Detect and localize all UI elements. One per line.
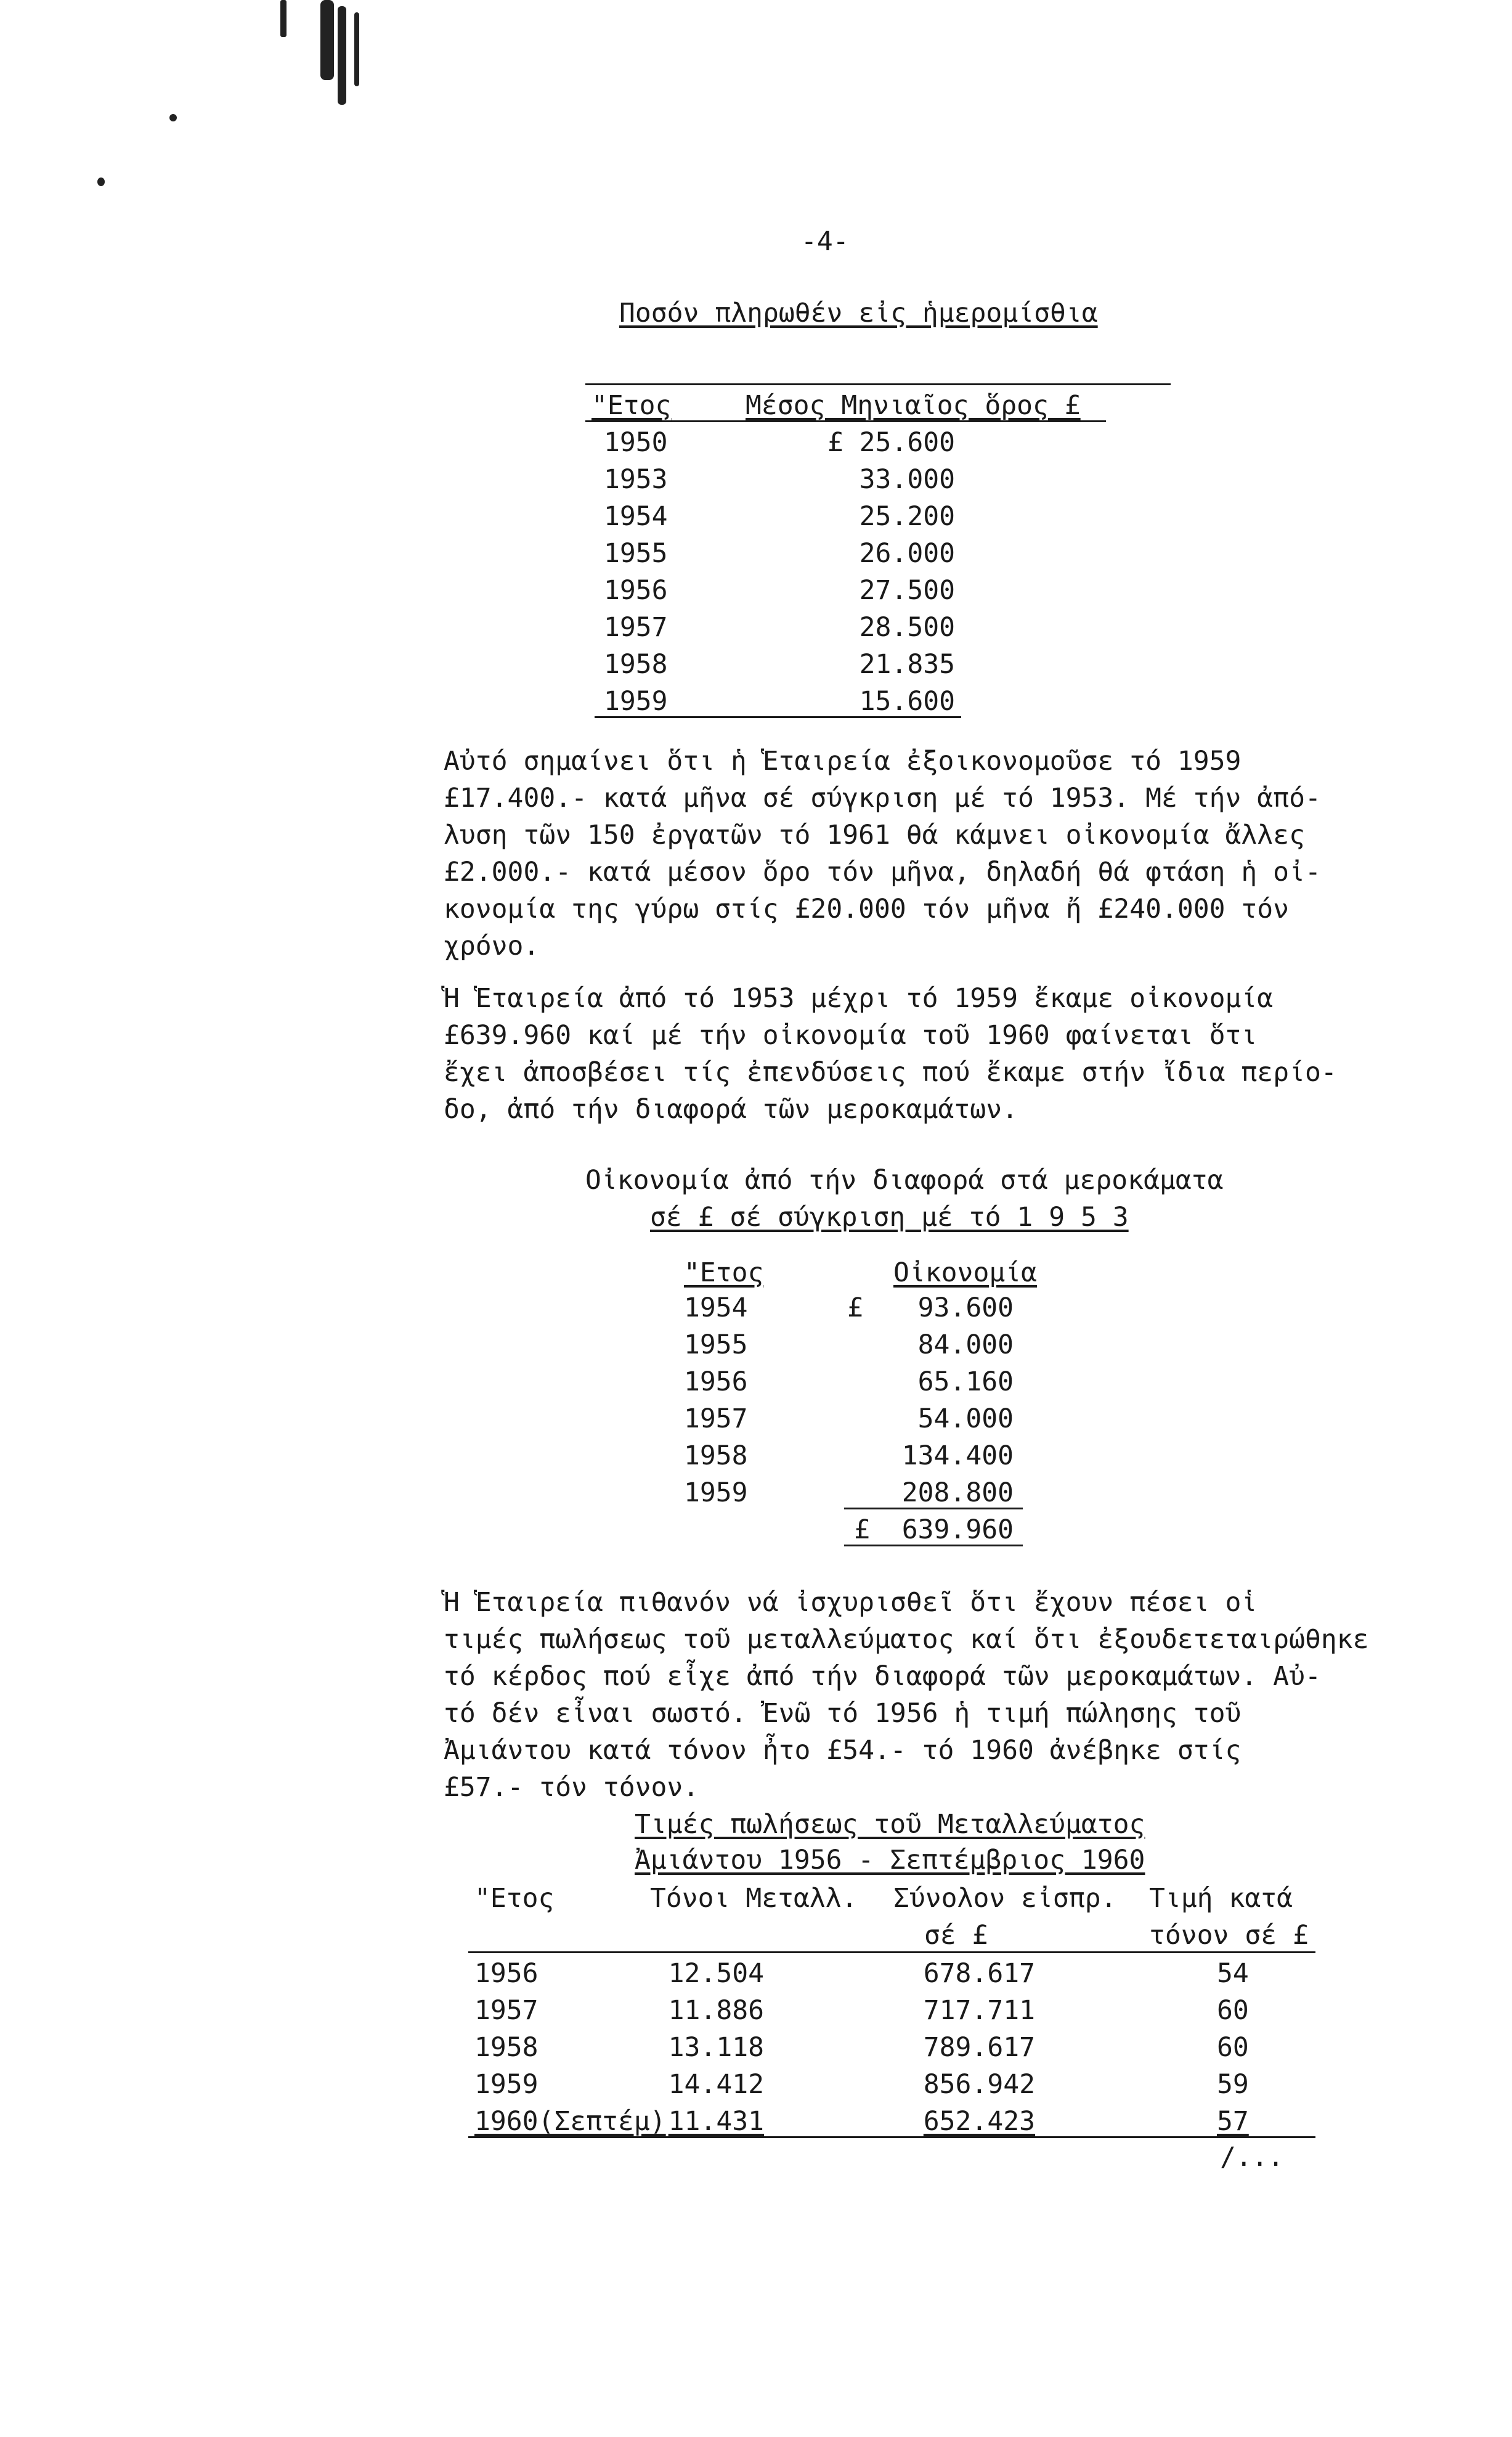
table1-col-average: Μέσος Μηνιαῖος ὅρος £: [746, 390, 1081, 421]
table2-value: 84.000: [917, 1329, 1014, 1360]
paragraph3-line: £57.- τόν τόνον.: [444, 1772, 699, 1803]
scan-mark: [97, 178, 105, 186]
table2-value: 93.600: [917, 1292, 1014, 1323]
table1-value: 25.200: [859, 501, 955, 532]
paragraph2-line: £639.960 καί μέ τήν οἰκονομία τοῦ 1960 φαίνεται ὅτι: [444, 1020, 1258, 1051]
table3-price: 60: [1217, 2032, 1249, 2063]
continuation-mark: /...: [1220, 2142, 1284, 2173]
table3-year: 1959: [474, 2069, 539, 2100]
table3-price: 60: [1217, 1995, 1249, 2026]
table2-total: £ 639.960: [854, 1514, 1014, 1545]
table2-year: 1955: [684, 1329, 748, 1360]
table3-col-price: Τιμή κατά: [1149, 1883, 1293, 1914]
table1-year: 1957: [604, 612, 668, 643]
table1-top-rule: [585, 383, 1171, 385]
table2-year: 1954: [684, 1292, 748, 1323]
table1-value: £ 25.600: [827, 427, 955, 458]
section3-subtitle: Ἀμιάντου 1956 - Σεπτέμβριος 1960: [635, 1845, 1145, 1876]
table3-year: 1956: [474, 1958, 539, 1989]
table3-col-total: Σύνολον εἰσπρ.: [893, 1883, 1117, 1914]
table2-value: 54.000: [917, 1403, 1014, 1434]
table3-price: 59: [1217, 2069, 1249, 2100]
table3-header-rule: [468, 1951, 1315, 1953]
table3-price: 54: [1217, 1958, 1249, 1989]
table3-total: 717.711: [923, 1995, 1035, 2026]
paragraph3-line: Ἀμιάντου κατά τόνον ἦτο £54.- τό 1960 ἀνέβηκε στίς: [444, 1735, 1242, 1766]
table3-price: 57: [1217, 2106, 1249, 2137]
table1-value: 15.600: [859, 686, 955, 717]
paragraph3-line: τό κέρδος πού εἶχε ἀπό τήν διαφορά τῶν μεροκαμάτων. Αὐ-: [444, 1661, 1321, 1692]
table2-year: 1956: [684, 1366, 748, 1397]
scan-mark: [320, 0, 334, 80]
table1-year: 1956: [604, 575, 668, 606]
table3-tons: 11.886: [668, 1995, 764, 2026]
paragraph1-line: £2.000.- κατά μέσον ὅρο τόν μῆνα, δηλαδή θά φτάση ἡ οἰ-: [444, 857, 1321, 888]
scan-mark: [354, 12, 359, 86]
table1-year: 1955: [604, 538, 668, 569]
table2-col-year: "Ετος: [684, 1257, 764, 1288]
paragraph2-line: δο, ἀπό τήν διαφορά τῶν μεροκαμάτων.: [444, 1094, 1018, 1125]
table1-value: 21.835: [859, 649, 955, 680]
scan-mark: [338, 6, 346, 105]
section3-title: Τιμές πωλήσεως τοῦ Μεταλλεύματος: [635, 1809, 1145, 1840]
section2-title: Οἰκονομία ἀπό τήν διαφορά στά μεροκάματα: [585, 1165, 1224, 1196]
table3-col-year: "Ετος: [474, 1883, 555, 1914]
table3-total: 678.617: [923, 1958, 1035, 1989]
paragraph2-line: Ἡ Ἑταιρεία ἀπό τό 1953 μέχρι τό 1959 ἔκαμε οἰκονομία: [444, 983, 1274, 1014]
table2-year: 1958: [684, 1440, 748, 1471]
paragraph1-line: λυση τῶν 150 ἐργατῶν τό 1961 θά κάμνει οἰκονομία ἄλλες: [444, 820, 1305, 851]
table1-year: 1953: [604, 464, 668, 495]
table2-col-savings: Οἰκονομία: [893, 1257, 1037, 1288]
table1-year: 1959: [604, 686, 668, 717]
table2-year: 1957: [684, 1403, 748, 1434]
table3-bottom-rule: [468, 2136, 1315, 2138]
table1-value: 27.500: [859, 575, 955, 606]
table3-col-price-unit: τόνον σέ £: [1149, 1920, 1309, 1951]
paragraph1-line: χρόνο.: [444, 931, 540, 961]
table3-total: 789.617: [923, 2032, 1035, 2063]
table1-value: 26.000: [859, 538, 955, 569]
table3-tons: 14.412: [668, 2069, 764, 2100]
table2-value: 208.800: [901, 1477, 1014, 1508]
paragraph3-line: Ἡ Ἑταιρεία πιθανόν νά ἰσχυρισθεῖ ὅτι ἔχουν πέσει οἱ: [444, 1587, 1258, 1618]
table2-value: 134.400: [901, 1440, 1014, 1471]
table1-year: 1958: [604, 649, 668, 680]
paragraph3-line: τιμές πωλήσεως τοῦ μεταλλεύματος καί ὅτι ἐξουδετεταιρώθηκε: [444, 1624, 1369, 1655]
table2-sum-rule: [844, 1508, 1023, 1509]
table3-year: 1957: [474, 1995, 539, 2026]
table3-year: 1960(Σεπτέμ): [474, 2106, 666, 2137]
section2-subtitle: σέ £ σέ σύγκριση μέ τό 1 9 5 3: [650, 1202, 1129, 1233]
table3-tons: 13.118: [668, 2032, 764, 2063]
table3-tons: 11.431: [668, 2106, 764, 2137]
table2-currency: £: [847, 1292, 863, 1323]
scan-mark: [280, 0, 287, 37]
table1-year: 1950: [604, 427, 668, 458]
table3-year: 1958: [474, 2032, 539, 2063]
table1-bottom-rule: [595, 716, 961, 718]
table2-total-rule: [844, 1545, 1023, 1546]
paragraph1-line: κονομία της γύρω στίς £20.000 τόν μῆνα ἤ £240.000 τόν: [444, 894, 1290, 925]
table1-value: 33.000: [859, 464, 955, 495]
table3-col-tons: Τόνοι Μεταλλ.: [650, 1883, 858, 1914]
section1-title: Ποσόν πληρωθέν εἰς ἡμερομίσθια: [619, 298, 1098, 329]
paragraph1-line: £17.400.- κατά μῆνα σέ σύγκριση μέ τό 1953. Μέ τήν ἀπό-: [444, 783, 1321, 814]
table1-col-year: "Ετος: [591, 390, 672, 421]
table2-value: 65.160: [917, 1366, 1014, 1397]
table3-total: 856.942: [923, 2069, 1035, 2100]
table1-year: 1954: [604, 501, 668, 532]
page-number: -4-: [801, 226, 849, 257]
paragraph3-line: τό δέν εἶναι σωστό. Ἐνῶ τό 1956 ἡ τιμή πώλησης τοῦ: [444, 1698, 1242, 1729]
table3-total: 652.423: [923, 2106, 1035, 2137]
table2-year: 1959: [684, 1477, 748, 1508]
paragraph2-line: ἔχει ἀποσβέσει τίς ἐπενδύσεις πού ἔκαμε στήν ἴδια περίο-: [444, 1057, 1337, 1088]
table3-col-total-unit: σέ £: [924, 1920, 988, 1951]
paragraph1-line: Αὐτό σημαίνει ὅτι ἡ Ἑταιρεία ἐξοικονομοῦσε τό 1959: [444, 746, 1242, 777]
scan-mark: [169, 114, 177, 121]
table1-value: 28.500: [859, 612, 955, 643]
table3-tons: 12.504: [668, 1958, 764, 1989]
table1-header-rule: [585, 420, 1106, 422]
